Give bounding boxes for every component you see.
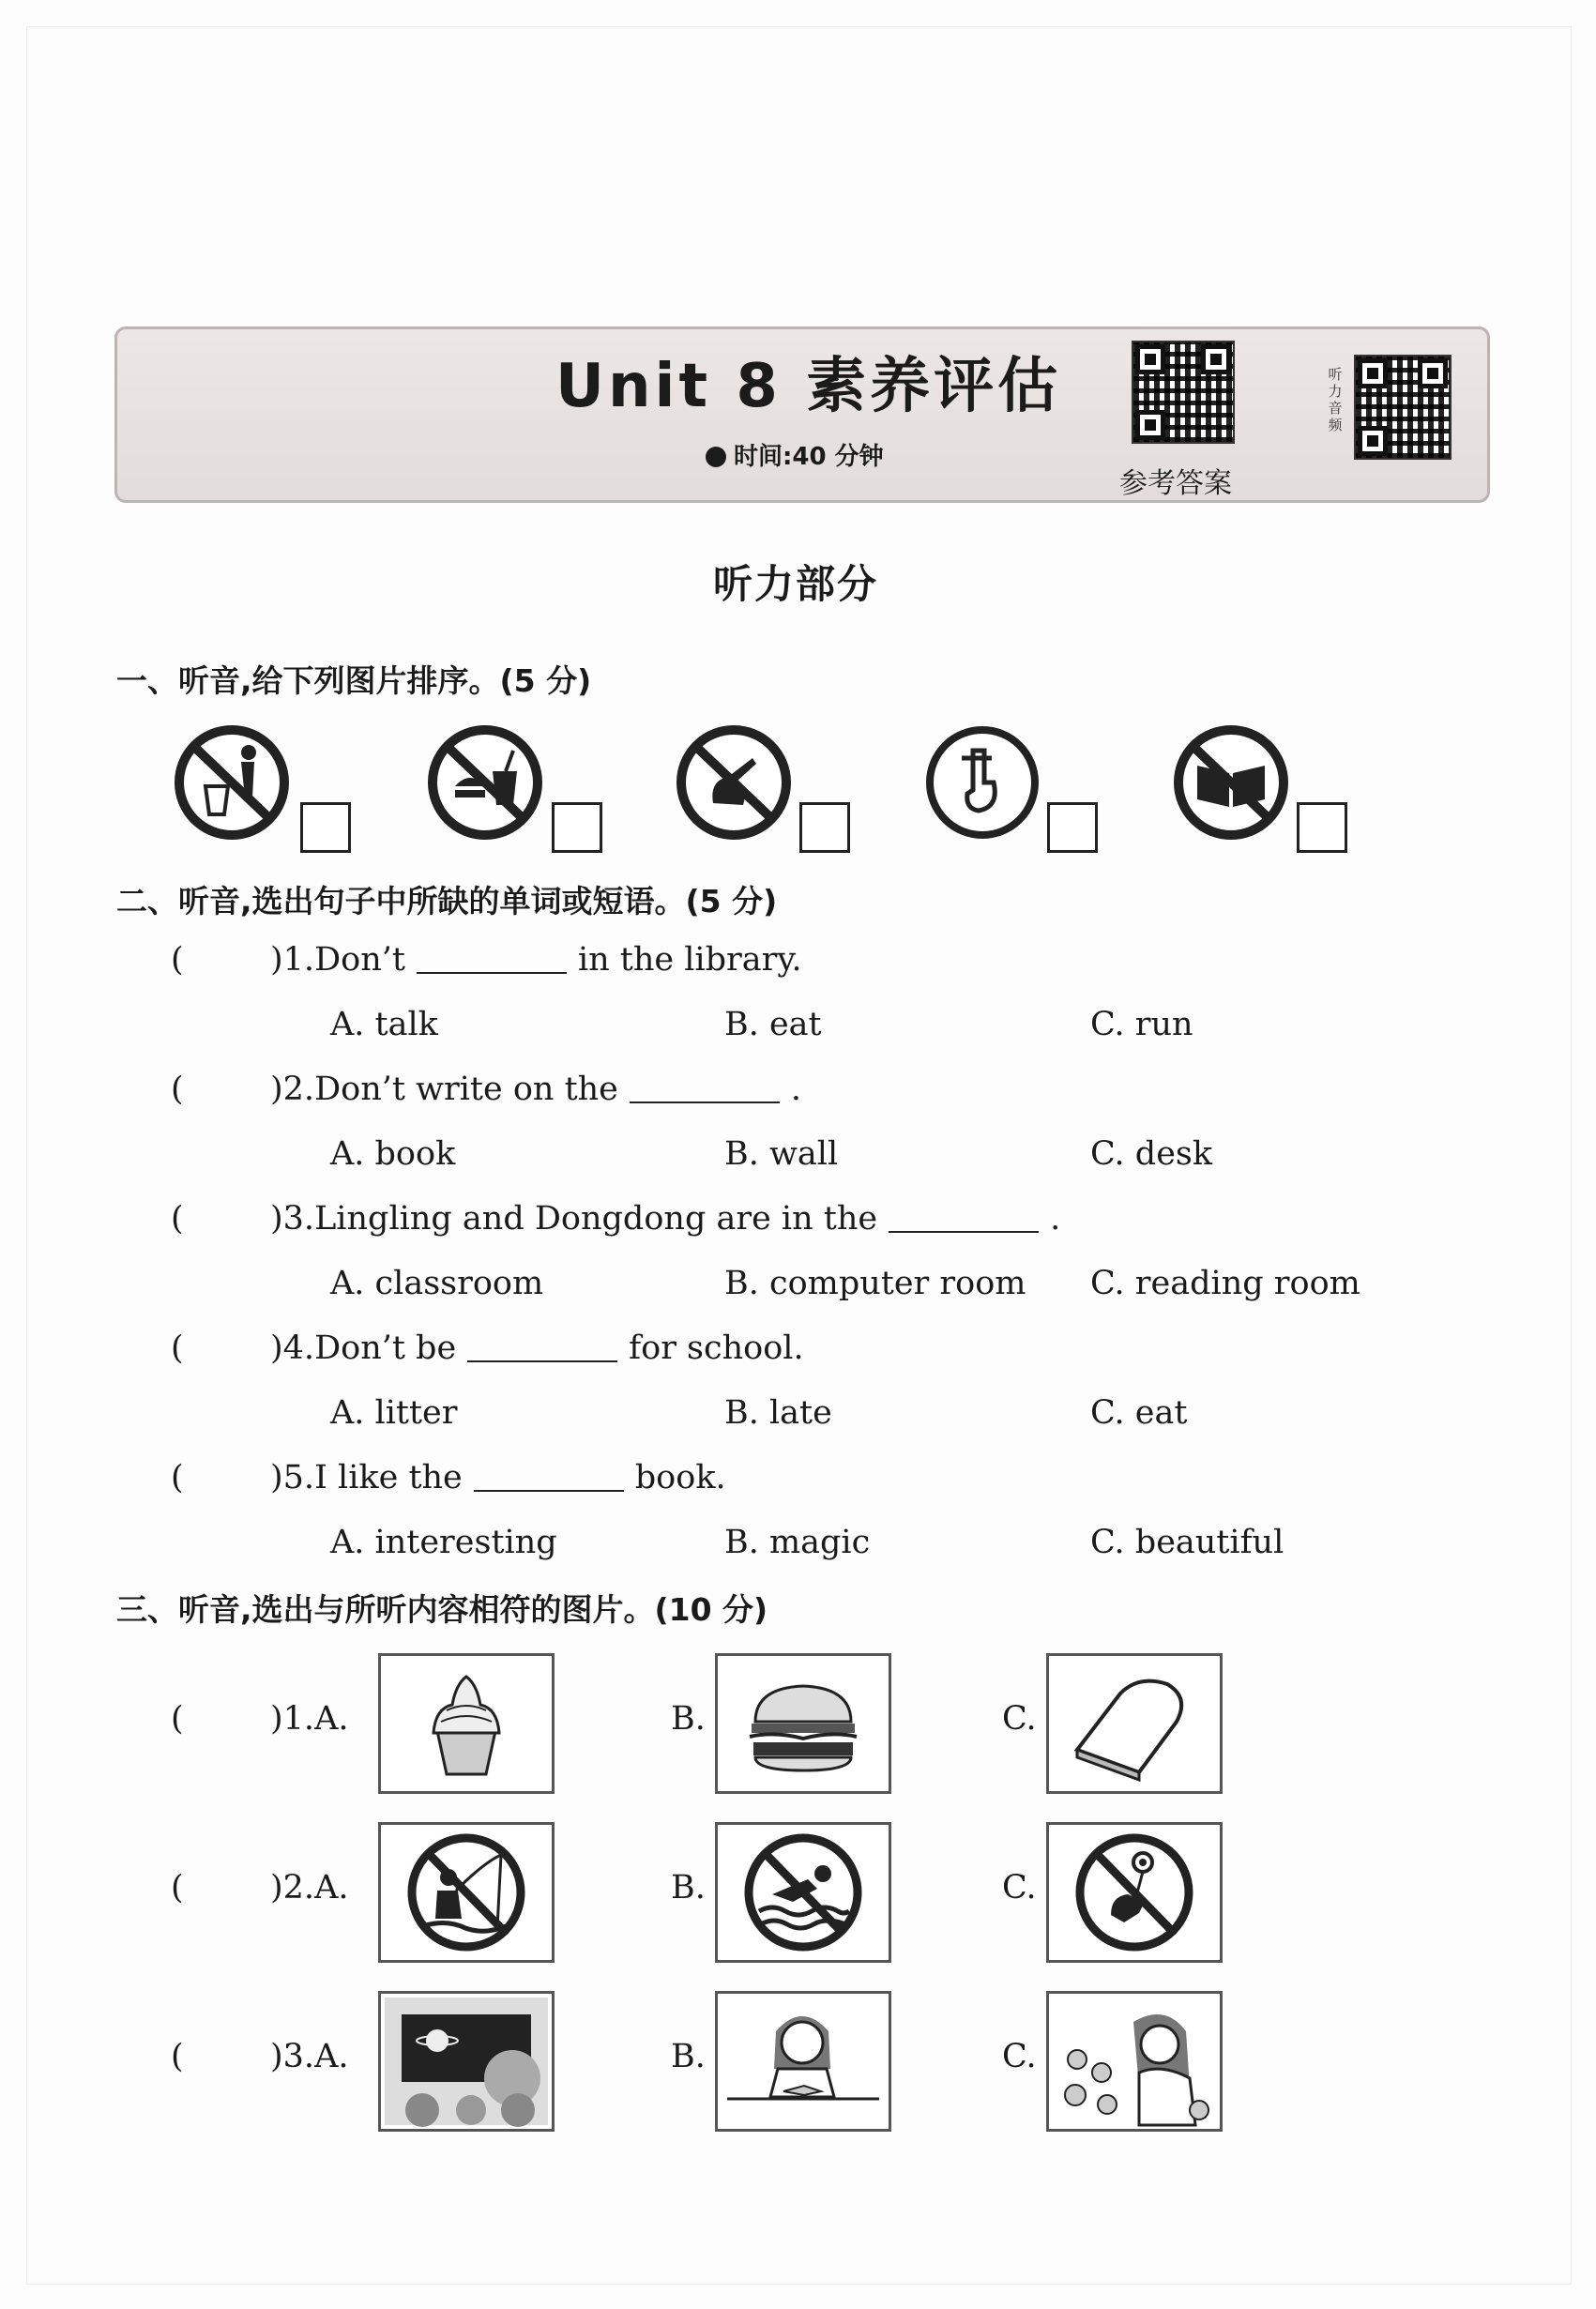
answer-qr-code[interactable] (1132, 341, 1235, 444)
option-b[interactable]: B. eat (724, 1006, 822, 1043)
page-title: Unit 8 素养评估 (555, 352, 1062, 421)
no-picking-flowers-icon[interactable] (1046, 1822, 1223, 1963)
no-swimming-icon[interactable] (715, 1822, 891, 1963)
picture-question-3: ( )3.A. (171, 2038, 349, 2075)
part2-heading: 二、听音,选出句子中所缺的单词或短语。(5 分) (116, 883, 778, 919)
option-c[interactable]: C. beautiful (1090, 1524, 1284, 1561)
answer-label: 参考答案 (1119, 467, 1232, 500)
option-a[interactable]: A. interesting (330, 1524, 557, 1561)
no-eating-icon (427, 724, 543, 841)
option-b-label: B. (671, 2038, 706, 2075)
question-4: ( )4.Don’t be for school. (171, 1329, 804, 1367)
girl-reading-icon[interactable] (715, 1991, 891, 2132)
option-b[interactable]: B. wall (724, 1135, 839, 1173)
quiet-please-icon (924, 724, 1041, 841)
option-b[interactable]: B. magic (724, 1524, 871, 1561)
question-2: ( )2.Don’t write on the . (171, 1071, 802, 1108)
listen-audio-label: 听力音频 (1328, 366, 1343, 433)
space-movie-icon[interactable] (378, 1991, 555, 2132)
cupcake-icon[interactable] (378, 1653, 555, 1794)
rank-box-5[interactable] (1297, 802, 1347, 853)
option-b[interactable]: B. late (724, 1394, 832, 1432)
rank-box-3[interactable] (799, 802, 850, 853)
option-a[interactable]: A. litter (330, 1394, 458, 1432)
answer-blank[interactable] (474, 1462, 624, 1492)
hamburger-icon[interactable] (715, 1653, 891, 1794)
answer-blank[interactable] (889, 1203, 1039, 1233)
option-b[interactable]: B. computer room (724, 1265, 1026, 1302)
girl-flowers-icon[interactable] (1046, 1991, 1223, 2132)
option-a[interactable]: A. talk (330, 1006, 438, 1043)
no-reading-icon (1173, 724, 1289, 841)
option-c-label: C. (1002, 2038, 1037, 2075)
picture-question-2: ( )2.A. (171, 1869, 349, 1906)
question-3: ( )3.Lingling and Dongdong are in the . (171, 1200, 1061, 1238)
question-1: ( )1.Don’t in the library. (171, 941, 802, 979)
no-littering-icon (174, 724, 290, 841)
option-c[interactable]: C. run (1090, 1006, 1193, 1043)
option-c-label: C. (1002, 1869, 1037, 1906)
clock-icon (706, 447, 726, 467)
picture-question-1: ( )1.A. (171, 1700, 349, 1738)
part3-heading: 三、听音,选出与所听内容相符的图片。(10 分) (116, 1591, 768, 1628)
section-title: 听力部分 (713, 561, 879, 607)
rank-box-1[interactable] (300, 802, 351, 853)
audio-qr-code[interactable] (1354, 355, 1452, 460)
rank-box-4[interactable] (1047, 802, 1098, 853)
rank-box-2[interactable] (552, 802, 602, 853)
option-b-label: B. (671, 1700, 706, 1738)
option-c[interactable]: C. desk (1090, 1135, 1213, 1173)
question-5: ( )5.I like the book. (171, 1459, 726, 1496)
no-fishing-icon[interactable] (378, 1822, 555, 1963)
option-a[interactable]: A. book (330, 1135, 456, 1173)
part1-heading: 一、听音,给下列图片排序。(5 分) (116, 662, 592, 699)
bread-icon[interactable] (1046, 1653, 1223, 1794)
option-b-label: B. (671, 1869, 706, 1906)
time-limit: 时间:40 分钟 (706, 437, 884, 472)
answer-blank[interactable] (467, 1332, 617, 1362)
option-c-label: C. (1002, 1700, 1037, 1738)
option-c[interactable]: C. reading room (1090, 1265, 1360, 1302)
answer-blank[interactable] (417, 944, 567, 974)
answer-blank[interactable] (630, 1073, 780, 1103)
no-touching-icon (676, 724, 792, 841)
option-c[interactable]: C. eat (1090, 1394, 1188, 1432)
option-a[interactable]: A. classroom (330, 1265, 544, 1302)
